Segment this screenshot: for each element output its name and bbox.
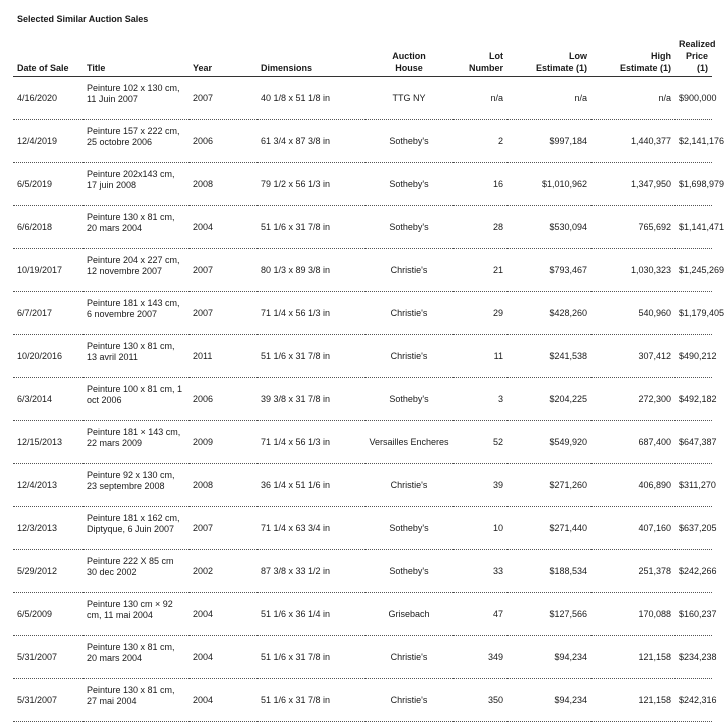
cell-title: Peinture 92 x 130 cm, 23 septembre 2008 <box>83 464 189 507</box>
cell-year: 2007 <box>189 249 257 292</box>
table-row <box>13 593 712 636</box>
cell-dimensions: 51 1/6 x 31 7/8 in <box>257 636 365 679</box>
cell-date: 12/3/2013 <box>13 507 83 550</box>
header-lot-number: Lot Number <box>453 38 507 77</box>
cell-dimensions: 40 1/8 x 51 1/8 in <box>257 77 365 120</box>
cell-realized-price: $637,205 <box>675 507 712 550</box>
cell-date: 5/31/2007 <box>13 679 83 722</box>
header-low-estimate: Low Estimate (1) <box>507 38 591 77</box>
auction-sales-table <box>13 38 725 722</box>
cell-high-estimate: 251,378 <box>591 550 675 593</box>
table-row <box>13 507 712 550</box>
cell-year: 2008 <box>189 163 257 206</box>
cell-year: 2007 <box>189 77 257 120</box>
cell-realized-price: $900,000 <box>675 77 712 120</box>
cell-lot-number: 350 <box>453 679 507 722</box>
cell-auction-house: Sotheby's <box>365 550 453 593</box>
cell-high-estimate: 1,030,323 <box>591 249 675 292</box>
cell-year: 2004 <box>189 593 257 636</box>
cell-year: 2002 <box>189 550 257 593</box>
cell-high-estimate: n/a <box>591 77 675 120</box>
cell-low-estimate: $241,538 <box>507 335 591 378</box>
cell-low-estimate: n/a <box>507 77 591 120</box>
table-row <box>13 550 712 593</box>
table-row <box>13 120 712 163</box>
cell-realized-price: $1,141,471 <box>675 206 712 249</box>
cell-lot-number: 28 <box>453 206 507 249</box>
cell-lot-number: 52 <box>453 421 507 464</box>
cell-high-estimate: 1,347,950 <box>591 163 675 206</box>
cell-low-estimate: $997,184 <box>507 120 591 163</box>
cell-low-estimate: $188,534 <box>507 550 591 593</box>
cell-year: 2004 <box>189 636 257 679</box>
cell-date: 5/29/2012 <box>13 550 83 593</box>
cell-title: Peinture 130 x 81 cm, 13 avril 2011 <box>83 335 189 378</box>
cell-lot-number: n/a <box>453 77 507 120</box>
cell-realized-price: $1,698,979 <box>675 163 712 206</box>
cell-title: Peinture 181 × 143 cm, 22 mars 2009 <box>83 421 189 464</box>
cell-title: Peinture 157 x 222 cm, 25 octobre 2006 <box>83 120 189 163</box>
cell-dimensions: 39 3/8 x 31 7/8 in <box>257 378 365 421</box>
cell-lot-number: 11 <box>453 335 507 378</box>
cell-title: Peinture 130 cm × 92 cm, 11 mai 2004 <box>83 593 189 636</box>
table-row <box>13 206 712 249</box>
cell-year: 2009 <box>189 421 257 464</box>
cell-auction-house: Sotheby's <box>365 120 453 163</box>
header-high-estimate: High Estimate (1) <box>591 38 675 77</box>
cell-lot-number: 16 <box>453 163 507 206</box>
table-body <box>13 77 725 722</box>
cell-low-estimate: $549,920 <box>507 421 591 464</box>
cell-high-estimate: 765,692 <box>591 206 675 249</box>
cell-high-estimate: 170,088 <box>591 593 675 636</box>
cell-realized-price: $1,245,269 <box>675 249 712 292</box>
cell-dimensions: 51 1/6 x 31 7/8 in <box>257 679 365 722</box>
cell-year: 2006 <box>189 120 257 163</box>
cell-low-estimate: $428,260 <box>507 292 591 335</box>
cell-year: 2007 <box>189 292 257 335</box>
cell-realized-price: $234,238 <box>675 636 712 679</box>
cell-dimensions: 51 1/6 x 36 1/4 in <box>257 593 365 636</box>
table-row <box>13 335 712 378</box>
cell-year: 2004 <box>189 206 257 249</box>
cell-low-estimate: $94,234 <box>507 679 591 722</box>
table-row <box>13 249 712 292</box>
table-row <box>13 378 712 421</box>
cell-date: 6/7/2017 <box>13 292 83 335</box>
header-realized-price: Realized Price (1) <box>675 38 712 77</box>
cell-date: 12/4/2019 <box>13 120 83 163</box>
cell-title: Peinture 130 x 81 cm, 20 mars 2004 <box>83 206 189 249</box>
cell-auction-house: Christie's <box>365 636 453 679</box>
cell-title: Peinture 100 x 81 cm, 1 oct 2006 <box>83 378 189 421</box>
cell-auction-house: Christie's <box>365 679 453 722</box>
cell-realized-price: $242,316 <box>675 679 712 722</box>
cell-realized-price: $1,179,405 <box>675 292 712 335</box>
cell-date: 4/16/2020 <box>13 77 83 120</box>
cell-title: Peinture 222 X 85 cm 30 dec 2002 <box>83 550 189 593</box>
cell-title: Peinture 181 x 143 cm, 6 novembre 2007 <box>83 292 189 335</box>
cell-date: 6/5/2009 <box>13 593 83 636</box>
page-title: Selected Similar Auction Sales <box>17 14 149 24</box>
cell-dimensions: 71 1/4 x 63 3/4 in <box>257 507 365 550</box>
cell-auction-house: Sotheby's <box>365 163 453 206</box>
table-row <box>13 464 712 507</box>
cell-auction-house: Sotheby's <box>365 378 453 421</box>
cell-lot-number: 10 <box>453 507 507 550</box>
cell-auction-house: Christie's <box>365 249 453 292</box>
cell-low-estimate: $793,467 <box>507 249 591 292</box>
cell-low-estimate: $204,225 <box>507 378 591 421</box>
cell-date: 6/3/2014 <box>13 378 83 421</box>
cell-date: 10/19/2017 <box>13 249 83 292</box>
cell-high-estimate: 272,300 <box>591 378 675 421</box>
cell-year: 2007 <box>189 507 257 550</box>
cell-high-estimate: 1,440,377 <box>591 120 675 163</box>
cell-dimensions: 71 1/4 x 56 1/3 in <box>257 292 365 335</box>
cell-realized-price: $311,270 <box>675 464 712 507</box>
cell-title: Peinture 102 x 130 cm, 11 Juin 2007 <box>83 77 189 120</box>
cell-auction-house: Grisebach <box>365 593 453 636</box>
table-header-row <box>13 38 712 77</box>
cell-lot-number: 29 <box>453 292 507 335</box>
cell-auction-house: Christie's <box>365 464 453 507</box>
cell-high-estimate: 406,890 <box>591 464 675 507</box>
cell-dimensions: 87 3/8 x 33 1/2 in <box>257 550 365 593</box>
cell-title: Peinture 130 x 81 cm, 27 mai 2004 <box>83 679 189 722</box>
header-dimensions: Dimensions <box>257 38 365 77</box>
cell-lot-number: 47 <box>453 593 507 636</box>
cell-realized-price: $2,141,176 <box>675 120 712 163</box>
cell-date: 12/4/2013 <box>13 464 83 507</box>
cell-auction-house: Versailles Encheres <box>365 421 453 464</box>
cell-low-estimate: $127,566 <box>507 593 591 636</box>
cell-dimensions: 51 1/6 x 31 7/8 in <box>257 335 365 378</box>
cell-title: Peinture 204 x 227 cm, 12 novembre 2007 <box>83 249 189 292</box>
cell-dimensions: 61 3/4 x 87 3/8 in <box>257 120 365 163</box>
cell-date: 10/20/2016 <box>13 335 83 378</box>
cell-realized-price: $647,387 <box>675 421 712 464</box>
cell-high-estimate: 540,960 <box>591 292 675 335</box>
cell-lot-number: 3 <box>453 378 507 421</box>
cell-realized-price: $490,212 <box>675 335 712 378</box>
cell-low-estimate: $271,260 <box>507 464 591 507</box>
header-year: Year <box>189 38 257 77</box>
cell-dimensions: 80 1/3 x 89 3/8 in <box>257 249 365 292</box>
cell-year: 2008 <box>189 464 257 507</box>
cell-auction-house: Sotheby's <box>365 206 453 249</box>
cell-low-estimate: $1,010,962 <box>507 163 591 206</box>
cell-date: 5/31/2007 <box>13 636 83 679</box>
table-row <box>13 163 712 206</box>
cell-auction-house: TTG NY <box>365 77 453 120</box>
header-date: Date of Sale <box>13 38 83 77</box>
cell-year: 2011 <box>189 335 257 378</box>
cell-high-estimate: 121,158 <box>591 679 675 722</box>
cell-high-estimate: 407,160 <box>591 507 675 550</box>
table-row <box>13 77 712 120</box>
header-title: Title <box>83 38 189 77</box>
cell-title: Peinture 202x143 cm, 17 juin 2008 <box>83 163 189 206</box>
cell-title: Peinture 130 x 81 cm, 20 mars 2004 <box>83 636 189 679</box>
cell-dimensions: 36 1/4 x 51 1/6 in <box>257 464 365 507</box>
table-row <box>13 292 712 335</box>
cell-lot-number: 2 <box>453 120 507 163</box>
cell-title: Peinture 181 x 162 cm, Diptyque, 6 Juin 2007 <box>83 507 189 550</box>
cell-realized-price: $492,182 <box>675 378 712 421</box>
cell-low-estimate: $530,094 <box>507 206 591 249</box>
cell-lot-number: 349 <box>453 636 507 679</box>
cell-auction-house: Christie's <box>365 335 453 378</box>
cell-high-estimate: 307,412 <box>591 335 675 378</box>
cell-year: 2006 <box>189 378 257 421</box>
cell-auction-house: Christie's <box>365 292 453 335</box>
cell-dimensions: 71 1/4 x 56 1/3 in <box>257 421 365 464</box>
cell-low-estimate: $94,234 <box>507 636 591 679</box>
table-row <box>13 421 712 464</box>
table-row <box>13 636 712 679</box>
cell-lot-number: 39 <box>453 464 507 507</box>
cell-dimensions: 79 1/2 x 56 1/3 in <box>257 163 365 206</box>
cell-year: 2004 <box>189 679 257 722</box>
cell-date: 6/5/2019 <box>13 163 83 206</box>
cell-dimensions: 51 1/6 x 31 7/8 in <box>257 206 365 249</box>
cell-date: 12/15/2013 <box>13 421 83 464</box>
cell-high-estimate: 687,400 <box>591 421 675 464</box>
cell-realized-price: $160,237 <box>675 593 712 636</box>
cell-lot-number: 21 <box>453 249 507 292</box>
cell-date: 6/6/2018 <box>13 206 83 249</box>
cell-high-estimate: 121,158 <box>591 636 675 679</box>
header-auction-house: Auction House <box>365 38 453 77</box>
cell-auction-house: Sotheby's <box>365 507 453 550</box>
cell-realized-price: $242,266 <box>675 550 712 593</box>
cell-lot-number: 33 <box>453 550 507 593</box>
cell-low-estimate: $271,440 <box>507 507 591 550</box>
table-row <box>13 679 712 722</box>
